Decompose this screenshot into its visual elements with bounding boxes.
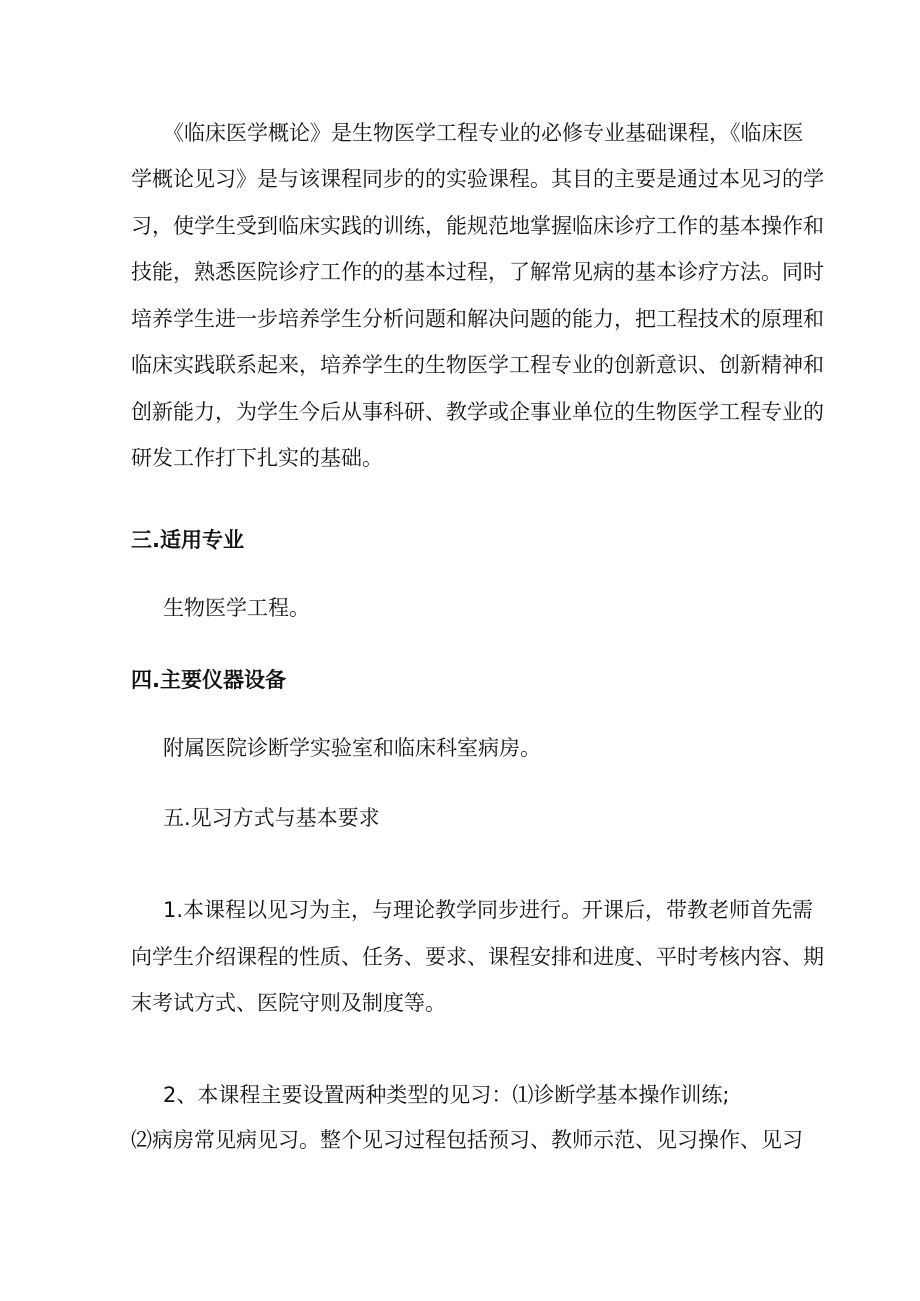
item-1-line-2: 向学生介绍课程的性质、任务、要求、课程安排和进度、平时考核内容、期 bbox=[131, 945, 824, 969]
item-2-line-2: ⑵病房常见病见习。整个见习过程包括预习、教师示范、见习操作、见习 bbox=[131, 1128, 803, 1152]
paragraph-1-line-4: 技能，熟悉医院诊疗工作的的基本过程，了解常见病的基本诊疗方法。同时 bbox=[131, 260, 824, 284]
item-2-line-1: 2、本课程主要设置两种类型的见习：⑴诊断学基本操作训练; bbox=[163, 1083, 730, 1107]
paragraph-1-line-7: 创新能力，为学生今后从事科研、教学或企事业单位的生物医学工程专业的 bbox=[131, 400, 824, 424]
paragraph-1-line-2: 学概论见习》是与该课程同步的的实验课程。其目的主要是通过本见习的学 bbox=[131, 167, 824, 191]
item-1-line-3: 末考试方式、医院守则及制度等。 bbox=[131, 991, 446, 1015]
paragraph-1-line-1: 《临床医学概论》是生物医学工程专业的必修专业基础课程，《临床医 bbox=[163, 121, 804, 145]
item-1-line-1: 1.本课程以见习为主，与理论教学同步进行。开课后，带教老师首先需 bbox=[163, 898, 814, 922]
section-5-heading: 五.见习方式与基本要求 bbox=[163, 806, 380, 830]
section-4-body: 附属医院诊断学实验室和临床科室病房。 bbox=[163, 736, 541, 760]
section-3-heading: 三.适用专业 bbox=[131, 528, 244, 552]
paragraph-1-line-8: 研发工作打下扎实的基础。 bbox=[131, 446, 383, 470]
paragraph-1-line-3: 习，使学生受到临床实践的训练，能规范地掌握临床诊疗工作的基本操作和 bbox=[131, 214, 824, 238]
section-4-heading: 四.主要仪器设备 bbox=[131, 668, 286, 692]
paragraph-1-line-6: 临床实践联系起来，培养学生的生物医学工程专业的创新意识、创新精神和 bbox=[131, 353, 824, 377]
section-3-body: 生物医学工程。 bbox=[163, 596, 310, 620]
paragraph-1-line-5: 培养学生进一步培养学生分析问题和解决问题的能力，把工程技术的原理和 bbox=[131, 307, 824, 331]
